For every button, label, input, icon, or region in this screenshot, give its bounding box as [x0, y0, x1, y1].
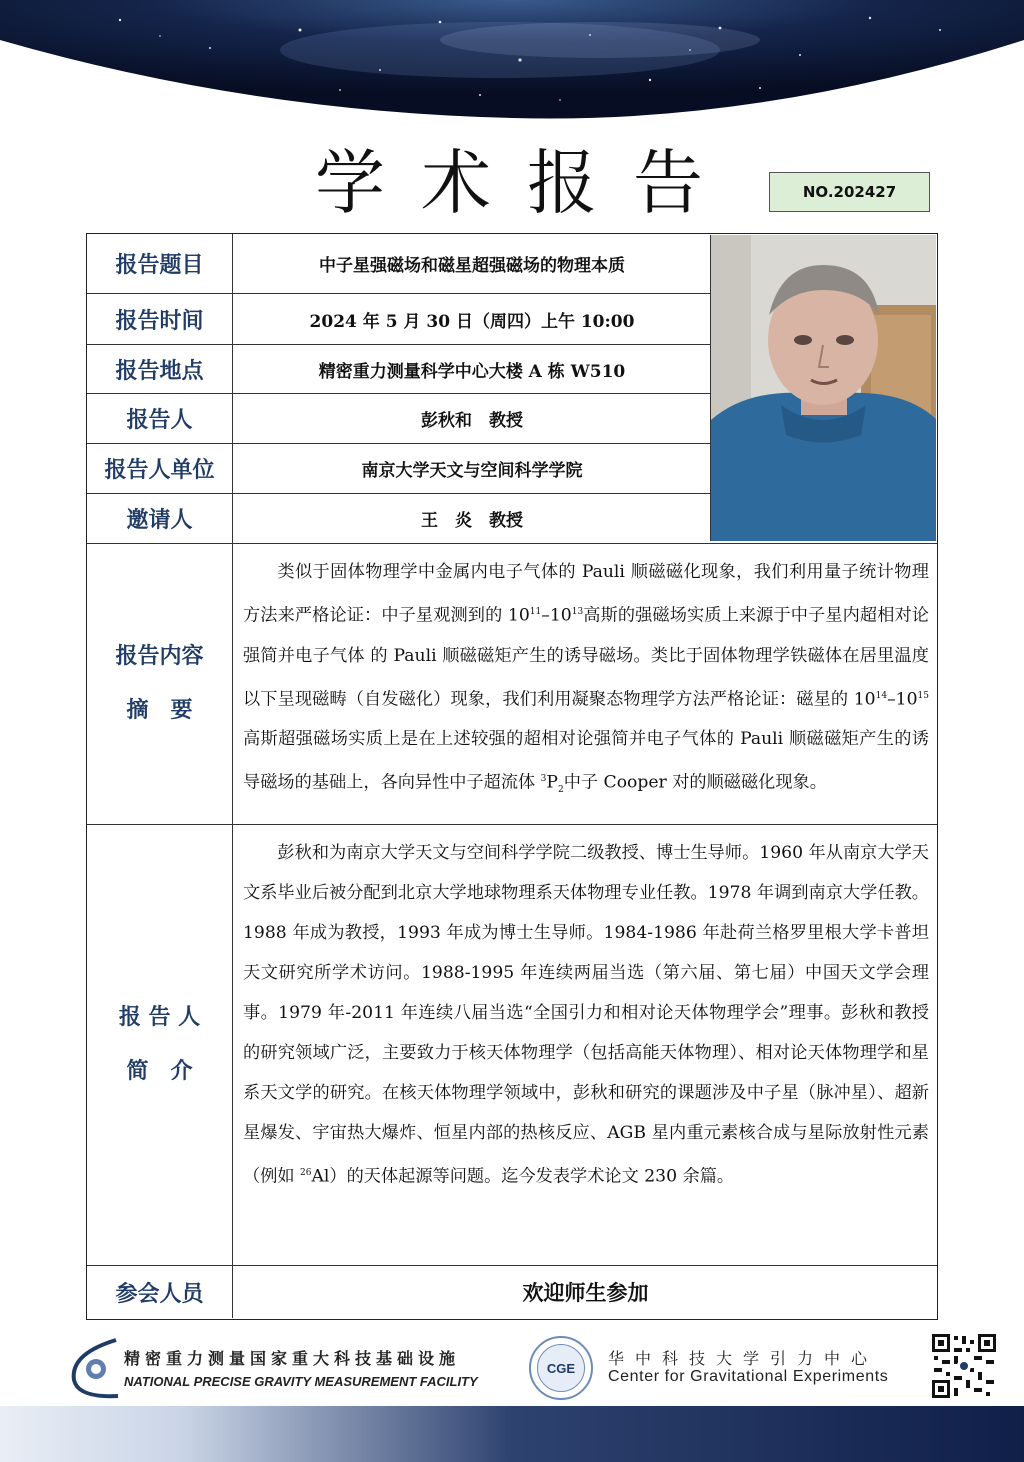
abstract-text-part: 中子 Cooper 对的顺磁磁化现象。 — [563, 773, 827, 794]
abstract-text-part: P — [546, 773, 558, 794]
row-speaker — [87, 394, 710, 444]
bottom-decorative-bar — [0, 1406, 1024, 1462]
cge-logo-icon — [529, 1336, 593, 1400]
starry-banner — [0, 0, 1024, 120]
abstract-text-part: –10 — [887, 689, 918, 710]
time-label: 报告时间 — [87, 294, 233, 344]
speaker-photo — [710, 235, 936, 541]
row-topic — [87, 234, 710, 294]
inviter-label: 邀请人 — [87, 494, 233, 543]
topic-label: 报告题目 — [87, 234, 233, 293]
cge-name-en: Center for Gravitational Experiments — [608, 1368, 889, 1385]
abstract-text-part: 高斯超强磁场实质上是在上述较强的超相对论强简并电子气体的 Pauli 顺磁磁矩产生的诱导磁场的基础上，各向异性中子超流体 — [243, 729, 929, 794]
abstract-superscript: 3 — [540, 774, 547, 785]
speaker-value: 彭秋和 教授 — [421, 411, 523, 431]
bio-label-line1: 报 告 人 — [118, 1005, 201, 1030]
bio-text-part: 彭秋和为南京大学天文与空间科学学院二级教授、博士生导师。1960 年从南京大学天文系毕业后被分配到北京大学地球物理系天体物理专业任教。1978 年调到南京大学任教。1988 年成为教授，1993 年成为博士生导师。1984-1986 年赴荷兰格罗里根大学卡普坦天文研究所学术访问。1988-1995 年连续两届当选（第六届、第七届）中国天文学会理事。1979 年-2011 年连续八届当选“全国引力和相对论天体物理学会”理事。彭秋和教授的研究领域广泛，主要致力于核天体物理学（包括高能天体物理）、相对论天体物理学和星系天文学的研究。在核天体物理学领域中，彭秋和研究的课题涉及中子星（脉冲星）、超新星爆发、宇宙热大爆炸、恒星内部的热核反应、AGB 星内重元素核合成与星际放射性元素（例如 — [243, 843, 929, 1187]
facility-name-en: NATIONAL PRECISE GRAVITY MEASUREMENT FACILITY — [124, 1374, 478, 1389]
abstract-superscript: 13 — [571, 607, 584, 617]
row-time — [87, 294, 710, 345]
attendees-value: 欢迎师生参加 — [522, 1281, 649, 1305]
attendees-label: 参会人员 — [87, 1266, 233, 1318]
abstract-text-part: –10 — [541, 605, 572, 626]
time-value: 2024 年 5 月 30 日（周四）上午 10:00 — [309, 311, 635, 332]
venue-value: 精密重力测量科学中心大楼 A 栋 W510 — [318, 361, 626, 382]
speaker-label: 报告人 — [87, 394, 233, 443]
affiliation-value: 南京大学天文与空间科学学院 — [361, 461, 583, 481]
abstract-superscript: 11 — [529, 607, 542, 617]
venue-label: 报告地点 — [87, 345, 233, 393]
row-attendees — [87, 1266, 937, 1318]
cge-logo-text: CGE — [537, 1344, 585, 1392]
cge-name-cn: 华中科技大学引力中心 — [608, 1349, 879, 1368]
abstract-label — [87, 544, 233, 824]
affiliation-label: 报告人单位 — [87, 444, 233, 493]
abstract-superscript: 15 — [917, 690, 929, 701]
row-bio — [87, 825, 937, 1266]
qr-code-icon — [930, 1332, 998, 1400]
row-abstract — [87, 544, 937, 825]
bio-text — [243, 833, 929, 1197]
inviter-value: 王 炎 教授 — [421, 511, 523, 531]
abstract-label-line2: 摘 要 — [126, 698, 193, 723]
abstract-text-part: 类似于固体物理学中金属内电子气体的 Pauli 顺磁磁化现象，我们利用量子统计物理方法来严格论证：中子星观测到的 10 — [243, 562, 929, 626]
abstract-subscript: 2 — [557, 785, 564, 796]
bio-label — [87, 825, 233, 1265]
bio-label-line2: 简 介 — [126, 1059, 193, 1084]
topic-value: 中子星强磁场和磁星超强磁场的物理本质 — [319, 256, 625, 276]
abstract-text-part: 高斯的强磁场实质上来源于中子星内超相对论强简并电子气体 的 Pauli 顺磁磁矩产生的诱导磁场。类比于固体物理学铁磁体在居里温度以下呈现磁畴（自发磁化）现象，我们利用凝聚态物理学方法严格论证：磁星的 10 — [243, 605, 929, 710]
abstract-text — [243, 552, 929, 811]
page-title: 学术报告 — [315, 142, 739, 224]
bio-superscript: 26 — [300, 1168, 312, 1178]
row-affiliation — [87, 444, 710, 494]
facility-logo-icon — [66, 1336, 124, 1402]
row-venue — [87, 345, 710, 394]
report-number-badge: NO.202427 — [769, 172, 930, 212]
abstract-superscript: 14 — [875, 690, 888, 701]
abstract-label-line1: 报告内容 — [115, 644, 204, 669]
facility-name-cn: 精密重力测量国家重大科技基础设施 — [124, 1349, 461, 1368]
bio-text-part: Al）的天体起源等问题。迄今发表学术论文 230 余篇。 — [311, 1166, 735, 1187]
report-info-table — [86, 233, 938, 1320]
footer-logos — [0, 1330, 1024, 1410]
